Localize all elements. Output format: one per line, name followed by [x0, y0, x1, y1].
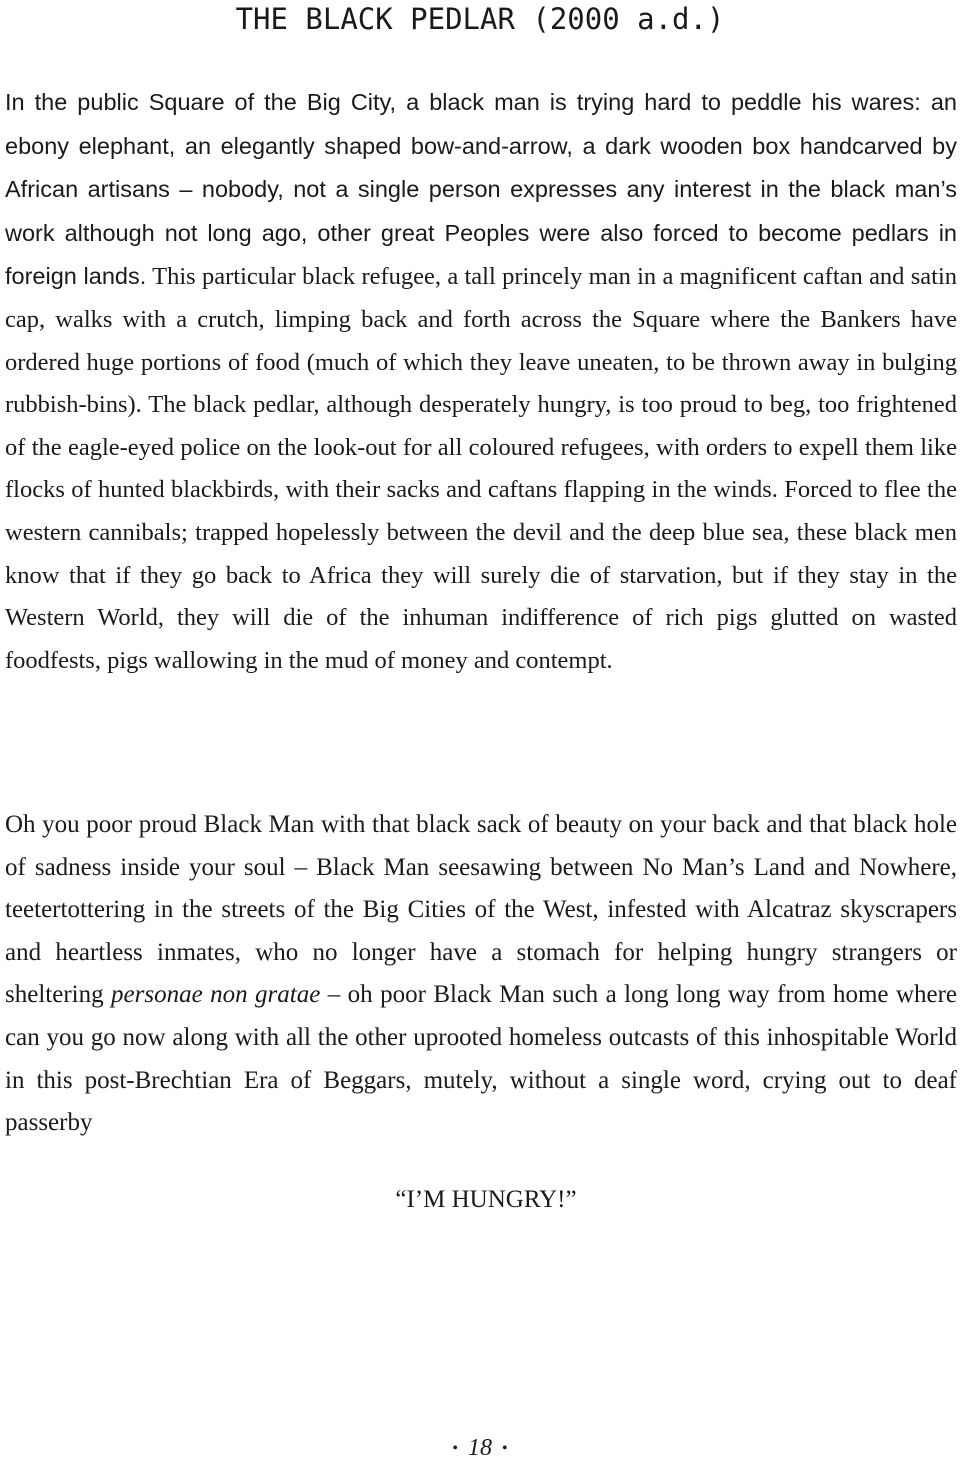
body-paragraph-1	[5, 81, 957, 682]
paragraph-2-text: Oh you poor proud Black Man with that black sack of beauty on your back and that black hole of sadness inside your soul – Black Man seesawing between No Man’s Land and Nowhere, teetertottering in the streets of the Big Cities of the West, infested with Alcatraz skyscrapers and heartless inmates, who no longer have a stomach for helping hungry strangers or sheltering	[5, 811, 957, 1009]
page-footer	[0, 1435, 960, 1462]
hungry-cry: “I’M HUNGRY!”	[395, 1186, 577, 1213]
page-title: THE BLACK PEDLAR (2000 a.d.)	[235, 2, 725, 36]
body-paragraph-2	[5, 804, 957, 1145]
paragraph-2-text-continued: – oh poor Black Man such a long long way from home where can you go now along with all the other uprooted homeless outcasts of this inhospitable World in this post-Brechtian Era of Beggars, mutely, without a single word, crying out to deaf passerby	[5, 981, 958, 1137]
latin-phrase: personae non gratae	[111, 981, 321, 1009]
page-number: 18	[468, 1435, 492, 1461]
paragraph-1-text: This particular black refugee, a tall princely man in a magnificent caftan and satin cap, walks with a crutch, limping back and forth across the Square where the Bankers have ordered huge portions of food (much of which they leave uneaten, to be thrown away in bulging rubbish-bins). The black pedlar, although desperately hungry, is too proud to beg, too frightened of the eagle-eyed police on the look-out for all coloured refugees, with orders to expell them like flocks of hunted blackbirds, with their sacks and caftans flapping in the winds. Forced to flee the western cannibals; trapped hopelessly between the devil and the deep blue sea, these black men know that if they go back to Africa they will surely die of starvation, but if they stay in the Western World, they will die of the inhuman indifference of rich pigs glutted on wasted foodfests, pigs wallowing in the mud of money and contempt.	[5, 263, 958, 674]
bullet-right: •	[502, 1440, 508, 1458]
bullet-left: •	[452, 1440, 458, 1458]
paragraph-1-lead-text: In the public Square of the Big City, a black man is trying hard to peddle his wares: an ebony elephant, an elegantly shaped bow-and-arrow, a dark wooden box handcarved by African artisans – nobody, not a single person expresses any interest in the black man’s work although not long ago, other great Peoples were also forced to become pedlars in foreign lands.	[5, 89, 957, 290]
